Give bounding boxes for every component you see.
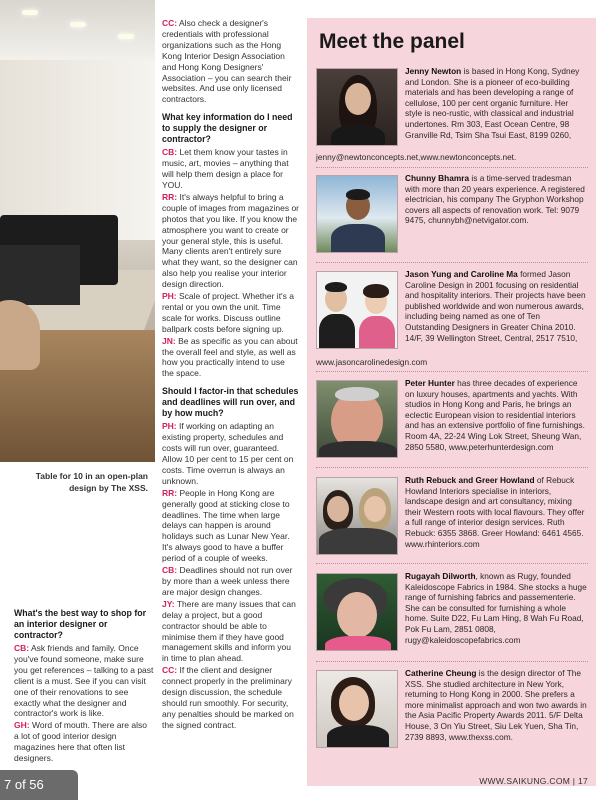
divider [316,371,588,372]
ceiling-light [118,34,134,39]
question-heading: What's the best way to shop for an interior designer or contractor? [14,608,147,640]
ceiling-light [22,10,38,15]
divider [316,563,588,564]
panelist-photo [316,175,398,253]
panelist-photo [316,670,398,748]
answer-paragraph: RR: It's always helpful to bring a couple of images from magazines or photos that you like. If you know the atmosphere you want to create or your general style, this is useful. Many clients aren't entirely sure what they want, so the designer can also help you realise your interior design direction. [162,191,300,290]
left-text-column [14,601,154,765]
answer-paragraph: RR: People in Hong Kong are generally good at sticking close to deadlines. The time when large delays can happen is around holidays such as Lunar New Year. It's always good to have a buffer period of a couple of weeks. [162,487,290,564]
question-heading: Should I factor-in that schedules and deadlines will run over, and by how much? [162,386,299,419]
panelist-photo [316,477,398,555]
panelist-photo [316,68,398,146]
panelist-bio: Ruth Rebuck and Greer Howland of Rebuck Howland Interiors specialise in interiors, landscape design and art consultancy, mixing their Western roots with local flavours. They offer a full range of interior design services. Ruth Rebuck: 6355 3868. Greer Howland: 6461 4565. www.rhinteriors.com [405,475,585,549]
photo-caption: Table for 10 in an open-plan design by The XSS. [35,471,148,493]
answer-paragraph: JN: Be as specific as you can about the overall feel and style, as well as how you practically intend to use the space. [162,335,298,379]
question-heading: What key information do I need to supply the designer or contractor? [162,112,293,145]
panelist-contact: jenny@newtonconcepts.net,www.newtonconcepts.net. [316,152,517,162]
answer-paragraph: GH: Word of mouth. There are also a lot of good interior design magazines here that often list designers. [14,720,147,764]
ceiling [0,0,155,60]
answer-paragraph: CB: Let them know your tastes in music, art, movies – anything that will help them design a place for YOU. [162,147,289,190]
footer-site-page: WWW.SAIKUNG.COM | 17 [479,776,588,786]
page-indicator[interactable]: 7 of 56 [0,770,78,800]
meet-the-panel-box [307,18,596,786]
answer-paragraph: JY: There are many issues that can delay a project, but a good contractor should be able to minimise them if they have good management skills and inform you in time to plan ahead. [162,598,296,664]
answer-paragraph: CB: Ask friends and family. Once you've found someone, make sure you get references – talking to a past client is a must. See if you can visit one of their renovations to see exactly what the designer and contractor's work is like. [14,643,154,719]
panelist-bio: Jason Yung and Caroline Ma formed Jason Caroline Design in 2001 focusing on residential and hospitality interiors. Their projects have been published worldwide and won numerous awards, including being named as one of Ten Outstanding Designers in Greater China 2010. 14/F, 39 Wellington Street, Central, 2517 7510, [405,269,586,343]
panel-title: Meet the panel [319,30,465,53]
answer-paragraph: CB: Deadlines should not run over by more than a week unless there are major design changes. [162,565,293,597]
divider [316,167,588,168]
answer-paragraph: CC: If the client and designer connect properly in the preliminary design discussion, the schedule should run smoothly. For security, any penalties should be marked on the signed contract. [162,665,294,730]
ceiling-light [70,22,86,27]
divider [316,467,588,468]
divider [316,262,588,263]
answer-paragraph: CC: Also check a designer's credentials with professional organizations such as the Hong Kong Interior Design Association and Hong Kong Designers' Association – you can search their websites. And use only licensed contractors. [162,18,292,105]
panelist-photo [316,271,398,349]
panelist-bio: Catherine Cheung is the design director of The XSS. She studied architecture in New York, returning to Hong Kong in 2000. She prefers a more minimalist approach and won two awards in the Asia Pacific Property Awards 2011. 5/F Delta House, 3 On Yiu Street, Siu Lek Yuen, Sha Tin, 2739 8893, www.thexss.com. [405,668,587,742]
panelist-photo [316,573,398,651]
panelist-photo [316,380,398,458]
panelist-bio: Jenny Newton is based in Hong Kong, Sydney and London. She is a pioneer of eco-building materials and has been developing a range of cellulose, 100 per cent organic furniture. Her style is neo-rustic, with classical and industrial undertones. Rm 303, East Ocean Centre, 98 Granville Rd, Tsim Sha Tsui East, 8199 0260, [405,66,580,140]
panelist-bio: Chunny Bhamra is a time-served tradesman with more than 20 years experience. A registered electrician, his company The Gryphon Workshop covers all aspects of renovation work. Tel: 9079 9475, chunnybh@netvigator.com. [405,173,585,226]
answer-paragraph: PH: If working on adapting an existing property, schedules and costs will run over, guaranteed. Allow 10 per cent to 15 per cent on costs. Time overrun is always an unknown. [162,421,294,486]
wall [0,60,155,240]
middle-text-column [162,18,299,732]
sofa-side [0,245,80,305]
panelist-contact: www.jasoncarolinedesign.com [316,357,428,367]
interior-photo [0,0,155,462]
panelist-bio: Peter Hunter has three decades of experience on luxury houses, apartments and yachts. With studios in Hong Kong and Paris, he brings an eclectic European vision to residential interiors and has an extensive portfolio of fine furnishings. Room 4A, 22-24 Wing Lok Street, Sheung Wan, 2850 5580, www.peterhunterdesign.com [405,378,585,452]
answer-paragraph: PH: Scale of project. Whether it's a rental or you own the unit. Time scale for works. Discuss outline ballpark costs before signing up. [162,291,295,334]
panelist-bio: Rugayah Dilworth, known as Rugy, founded Kaleidoscope Fabrics in 1984. She stocks a huge range of furnishing fabrics and passementerie. She can be consulted for furnishing a whole home. Suite D22, Fu Lam Hing, 8 Wah Fu Road, Pok Fu Lam, 2851 0808, rugy@kaleidoscopefabrics.com [405,571,587,645]
divider [316,661,588,662]
